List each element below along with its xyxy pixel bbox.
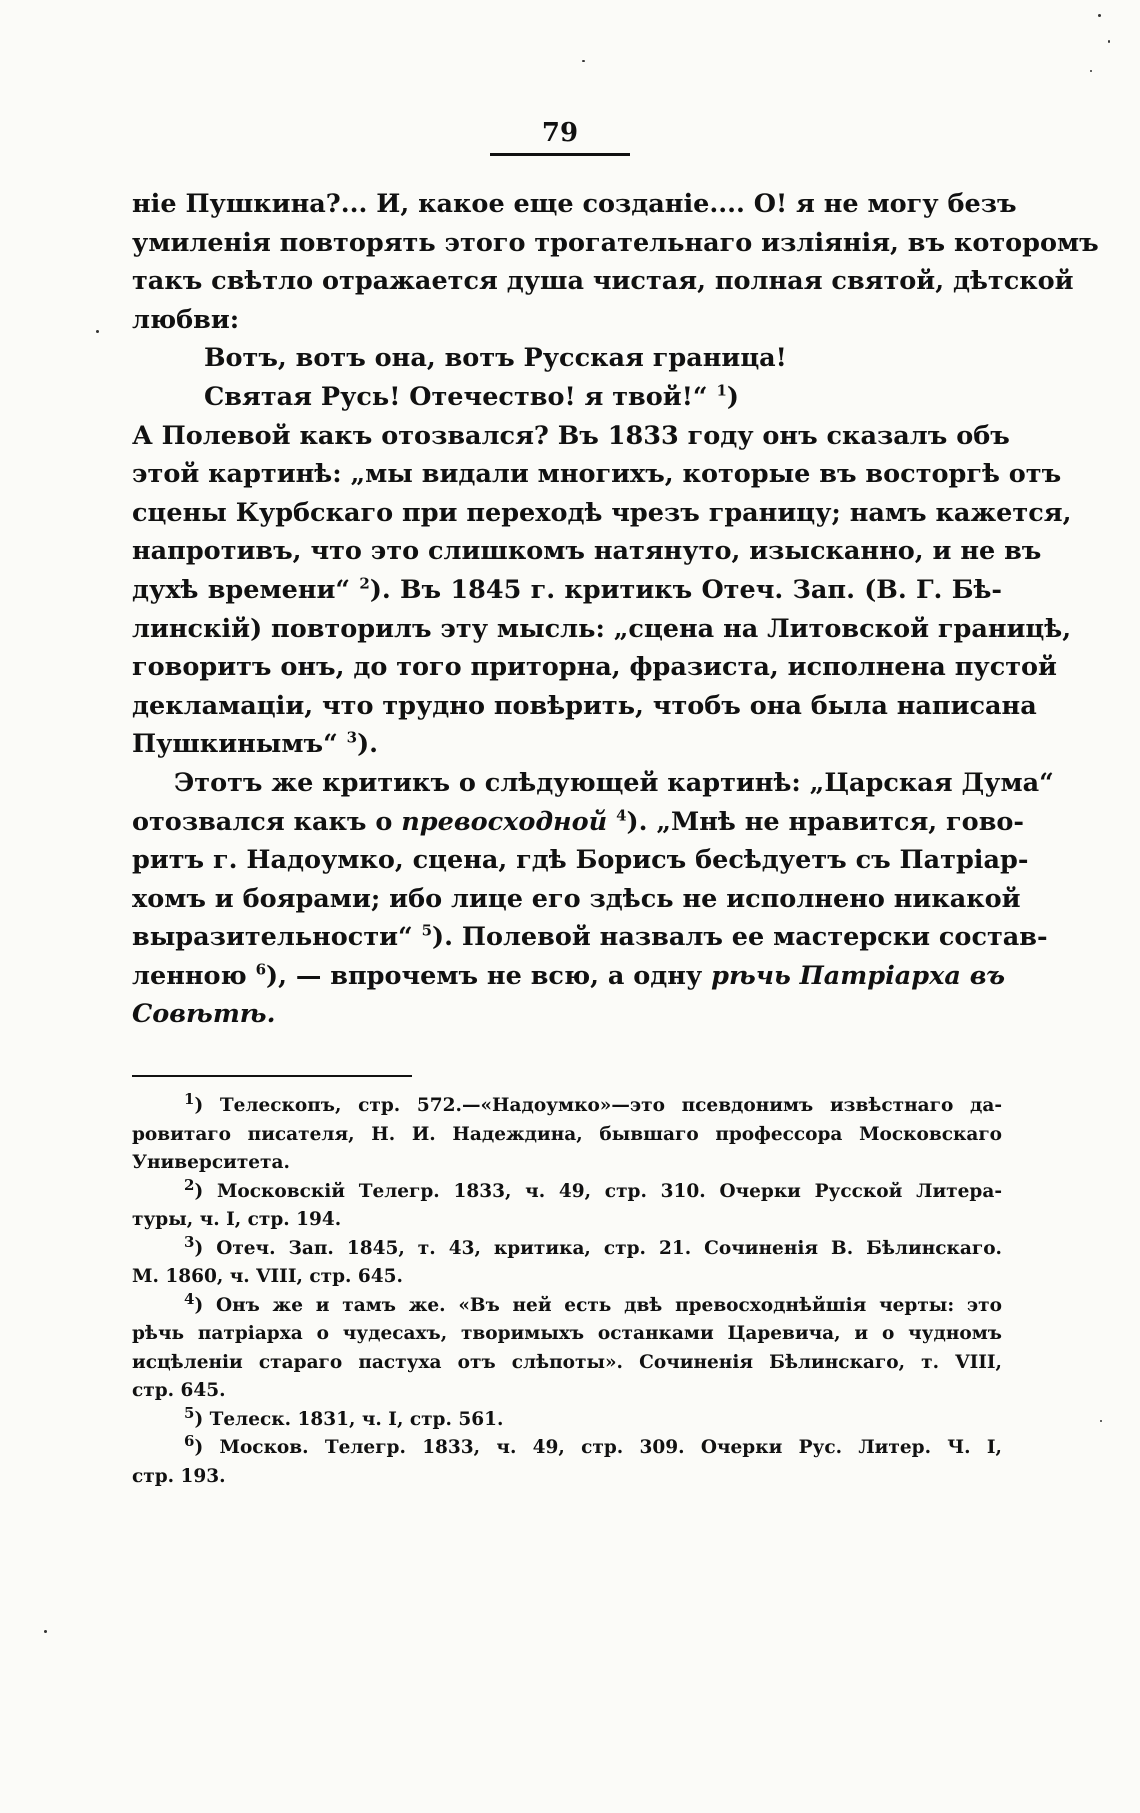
footnote-line: стр. 193. [132, 1465, 226, 1487]
scan-speck [96, 330, 99, 333]
text-line: Этотъ же критикъ о слѣдующей картинѣ: „Царская Дума“ [174, 767, 1054, 798]
footnote [132, 1403, 1002, 1435]
text-line [132, 995, 1002, 1034]
footnote-ref: 6 [255, 960, 267, 979]
text-line: такъ свѣтло отражается душа чистая, полная святой, дѣтской [132, 266, 1074, 297]
footnote-ref: 5 [421, 921, 433, 940]
italic-phrase: рѣчь Патріарха въ [711, 960, 1006, 991]
text-line: любви: [132, 304, 240, 335]
text-line: декламаціи, что трудно повѣрить, чтобъ она была написана [132, 690, 1037, 721]
text-line: ритъ г. Надоумко, сцена, гдѣ Борисъ бесѣдуетъ съ Патріар- [132, 845, 1029, 876]
page-number: 79 [541, 118, 579, 148]
footnote [132, 1175, 1002, 1235]
footnote-line: М. 1860, ч. VIII, стр. 645. [132, 1266, 403, 1287]
scan-speck [1100, 1420, 1102, 1422]
text-line: отозвался какъ о превосходной $^4$). „Мнѣ не нравится, гово- [132, 806, 1024, 837]
footnote-ref: 3 [346, 728, 358, 747]
footnote-line: исцѣленіи стараго пастуха отъ слѣпоты». Сочиненія Бѣлинскаго, т. VIII, [132, 1351, 1002, 1373]
footnote-line: $^2$) Московскій Телегр. 1833, ч. 49, стр. 310. Очерки Русской Литера- [184, 1175, 1002, 1202]
text-line: умиленія повторять этого трогательнаго изліянія, въ которомъ [132, 227, 1099, 258]
footnote-line: рѣчь патріарха о чудесахъ, творимыхъ останками Царевича, и о чудномъ [132, 1323, 1002, 1344]
scan-speck [1098, 14, 1101, 17]
italic-phrase: Совѣтѣ. [132, 999, 276, 1030]
footnote-line: туры, ч. I, стр. 194. [132, 1209, 342, 1230]
page-number-rule [490, 153, 630, 156]
text-line: ленною $^6$), — впрочемъ не всю, а одну рѣчь Патріарха въ [132, 960, 1006, 991]
footnotes [132, 1089, 1003, 1491]
verse-line: Вотъ, вотъ она, вотъ Русская граница! [204, 343, 787, 374]
footnote-line: $^1$) Телескопъ, стр. 572.—«Надоумко»—это псевдонимъ извѣстнаго да- [184, 1089, 1002, 1116]
text-line: хомъ и боярами; ибо лице его здѣсь не исполнено никакой [132, 883, 1021, 914]
footnote-ref: 2 [359, 574, 370, 593]
footnote-mark: 3 [184, 1232, 195, 1251]
scan-speck [44, 1630, 47, 1633]
footnote-ref: 1 [716, 381, 727, 400]
verse-text: Святая Русь! Отечество! я твой!“ [204, 381, 708, 412]
footnote-line: ровитаго писателя, Н. И. Надеждина, бывшаго профессора Московскаго [132, 1123, 1002, 1145]
footnote-mark: 4 [184, 1289, 195, 1308]
main-text [132, 185, 1099, 1034]
footnote-line: Университета. [132, 1152, 290, 1173]
footnote-mark: 5 [184, 1403, 195, 1422]
footnote-line: стр. 645. [132, 1380, 226, 1401]
scan-speck [1090, 70, 1092, 72]
text-line: духѣ времени“ $^2$). Въ 1845 г. критикъ Отеч. Зап. (В. Г. Бѣ- [132, 574, 1002, 605]
footnote-mark: 1 [184, 1089, 195, 1108]
scan-speck [582, 60, 585, 62]
footnote-line: $^3$) Отеч. Зап. 1845, т. 43, критика, стр. 21. Сочиненія В. Бѣлинскаго. [184, 1232, 1002, 1259]
footnote-ref: 4 [616, 806, 627, 824]
footnote [132, 1089, 1002, 1178]
footnote-line: $^5$) Телеск. 1831, ч. I, стр. 561. [184, 1403, 504, 1430]
text-line: сцены Курбскаго при переходѣ чрезъ границу; намъ кажется, [132, 497, 1072, 528]
text-line: говоритъ онъ, до того приторна, фразиста, исполнена пустой [132, 652, 1057, 683]
footnote-mark: 2 [184, 1175, 195, 1194]
scan-speck [1108, 40, 1110, 43]
text-line: А Полевой какъ отозвался? Въ 1833 году онъ сказалъ объ [132, 420, 1010, 451]
footnote [132, 1289, 1002, 1406]
text-line: напротивъ, что это слишкомъ натянуто, изысканно, и не въ [132, 536, 1042, 567]
footnote-line: $^4$) Онъ же и тамъ же. «Въ ней есть двѣ превосходнѣйшія черты: это [184, 1289, 1002, 1316]
footnote-mark: 6 [184, 1431, 195, 1450]
footnote [132, 1232, 1002, 1292]
footnote-rule [132, 1075, 412, 1077]
italic-word: превосходной [401, 806, 608, 837]
footnote-line: $^6$) Москов. Телегр. 1833, ч. 49, стр. 309. Очерки Рус. Литер. Ч. I, [184, 1431, 1003, 1458]
text-line: линскій) повторилъ эту мысль: „сцена на Литовской границѣ, [132, 613, 1072, 644]
text-line: выразительности“ $^5$). Полевой назвалъ ее мастерски состав- [132, 921, 1048, 953]
verse-line: Святая Русь! Отечество! я твой!“ $^1$) [204, 381, 739, 412]
text-line: Пушкинымъ“ $^3$). [132, 728, 379, 760]
footnote [132, 1431, 1003, 1491]
text-line: ніе Пушкина?... И, какое еще созданіе.... О! я не могу безъ [132, 189, 1017, 219]
text-line: этой картинѣ: „мы видали многихъ, которые въ восторгѣ отъ [132, 459, 1062, 490]
